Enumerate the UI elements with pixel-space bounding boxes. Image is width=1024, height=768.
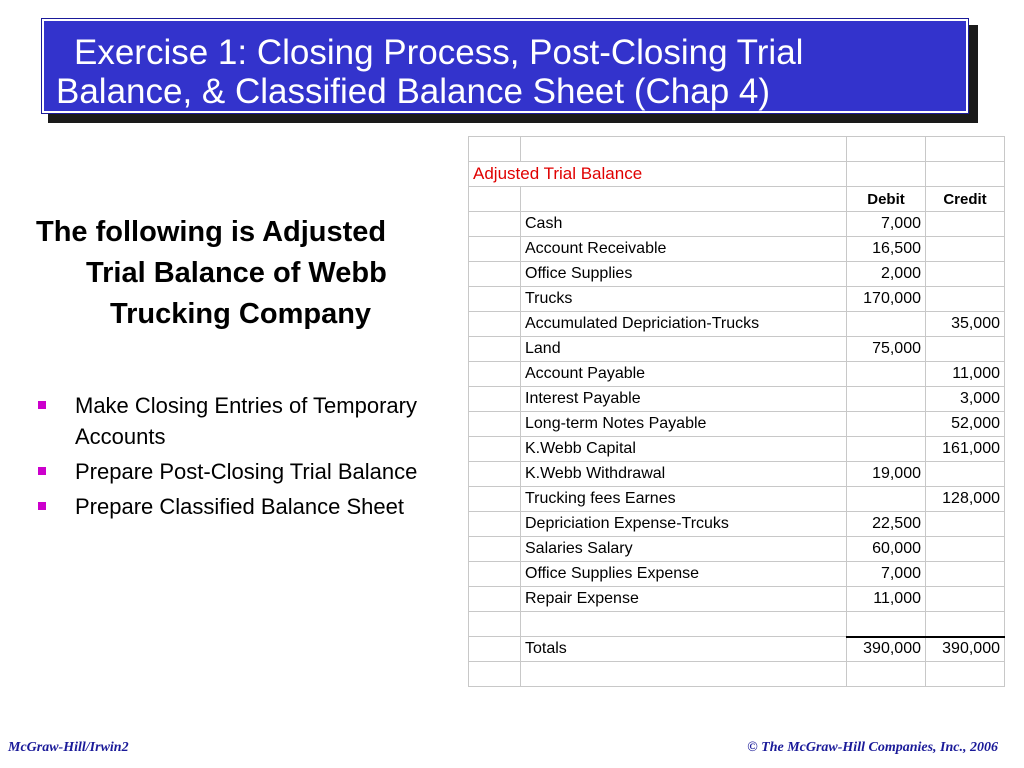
intro-line-1: The following is Adjusted	[36, 216, 387, 248]
credit-value: 52,000	[926, 412, 1005, 437]
debit-value: 16,500	[847, 237, 926, 262]
intro-line-3: Trucking Company	[110, 298, 372, 330]
account-name: Office Supplies Expense	[521, 562, 847, 587]
totals-row	[469, 637, 1005, 662]
table-row	[469, 362, 1005, 387]
table-title-row	[469, 162, 1005, 187]
bullet-square-icon	[38, 401, 46, 409]
credit-value	[926, 537, 1005, 562]
account-name: Cash	[521, 212, 847, 237]
intro-heading	[36, 212, 466, 335]
credit-value: 161,000	[926, 437, 1005, 462]
account-name: K.Webb Capital	[521, 437, 847, 462]
table-row	[469, 262, 1005, 287]
footer-publisher: McGraw-Hill/Irwin2	[8, 740, 129, 755]
title-line-2: Balance, & Classified Balance Sheet (Chap 4)	[56, 72, 771, 111]
account-name: K.Webb Withdrawal	[521, 462, 847, 487]
credit-value	[926, 587, 1005, 612]
account-name: Account Receivable	[521, 237, 847, 262]
account-name: Land	[521, 337, 847, 362]
debit-value: 60,000	[847, 537, 926, 562]
credit-header: Credit	[926, 187, 1005, 212]
table-row	[469, 137, 1005, 162]
account-name: Repair Expense	[521, 587, 847, 612]
credit-value	[926, 212, 1005, 237]
list-item	[38, 390, 428, 452]
bullet-text: Make Closing Entries of Temporary Accounts	[75, 393, 417, 449]
footer-copyright: © The McGraw-Hill Companies, Inc., 2006	[747, 740, 998, 755]
table-row	[469, 237, 1005, 262]
task-list	[38, 390, 428, 526]
table-header-row	[469, 187, 1005, 212]
debit-value: 75,000	[847, 337, 926, 362]
table-row	[469, 312, 1005, 337]
debit-value	[847, 362, 926, 387]
debit-value: 170,000	[847, 287, 926, 312]
title-line-1: Exercise 1: Closing Process, Post-Closing Trial	[74, 33, 804, 72]
bullet-square-icon	[38, 467, 46, 475]
debit-value	[847, 387, 926, 412]
table-row	[469, 387, 1005, 412]
account-name: Interest Payable	[521, 387, 847, 412]
intro-line-2: Trial Balance of Webb	[86, 257, 387, 289]
bullet-square-icon	[38, 502, 46, 510]
account-name: Office Supplies	[521, 262, 847, 287]
account-name: Trucking fees Earnes	[521, 487, 847, 512]
debit-value: 19,000	[847, 462, 926, 487]
credit-value	[926, 512, 1005, 537]
credit-value	[926, 337, 1005, 362]
credit-total: 390,000	[926, 637, 1005, 662]
credit-value: 128,000	[926, 487, 1005, 512]
table-row	[469, 512, 1005, 537]
debit-value	[847, 487, 926, 512]
credit-value	[926, 287, 1005, 312]
credit-value: 35,000	[926, 312, 1005, 337]
table-row	[469, 562, 1005, 587]
adjusted-trial-balance-table	[468, 136, 1005, 687]
table-row	[469, 437, 1005, 462]
debit-value: 7,000	[847, 562, 926, 587]
table-row	[469, 287, 1005, 312]
account-name: Account Payable	[521, 362, 847, 387]
table-row	[469, 337, 1005, 362]
credit-value	[926, 262, 1005, 287]
table-row	[469, 462, 1005, 487]
credit-value	[926, 237, 1005, 262]
list-item	[38, 456, 428, 487]
table-row	[469, 412, 1005, 437]
debit-header: Debit	[847, 187, 926, 212]
account-name: Accumulated Depriciation-Trucks	[521, 312, 847, 337]
debit-value: 22,500	[847, 512, 926, 537]
table-title: Adjusted Trial Balance	[469, 162, 847, 187]
table-row	[469, 612, 1005, 637]
debit-value	[847, 312, 926, 337]
debit-value	[847, 412, 926, 437]
totals-label: Totals	[521, 637, 847, 662]
debit-value: 7,000	[847, 212, 926, 237]
account-name: Salaries Salary	[521, 537, 847, 562]
account-name: Depriciation Expense-Trcuks	[521, 512, 847, 537]
list-item	[38, 491, 428, 522]
table-row	[469, 587, 1005, 612]
credit-value: 3,000	[926, 387, 1005, 412]
account-name: Long-term Notes Payable	[521, 412, 847, 437]
debit-value	[847, 437, 926, 462]
credit-value	[926, 562, 1005, 587]
table-row	[469, 212, 1005, 237]
table-row	[469, 487, 1005, 512]
debit-value: 11,000	[847, 587, 926, 612]
table-row	[469, 662, 1005, 687]
slide-title	[42, 19, 968, 113]
debit-total: 390,000	[847, 637, 926, 662]
bullet-text: Prepare Post-Closing Trial Balance	[75, 459, 418, 484]
credit-value: 11,000	[926, 362, 1005, 387]
debit-value: 2,000	[847, 262, 926, 287]
bullet-text: Prepare Classified Balance Sheet	[75, 494, 404, 519]
account-name: Trucks	[521, 287, 847, 312]
credit-value	[926, 462, 1005, 487]
table-row	[469, 537, 1005, 562]
